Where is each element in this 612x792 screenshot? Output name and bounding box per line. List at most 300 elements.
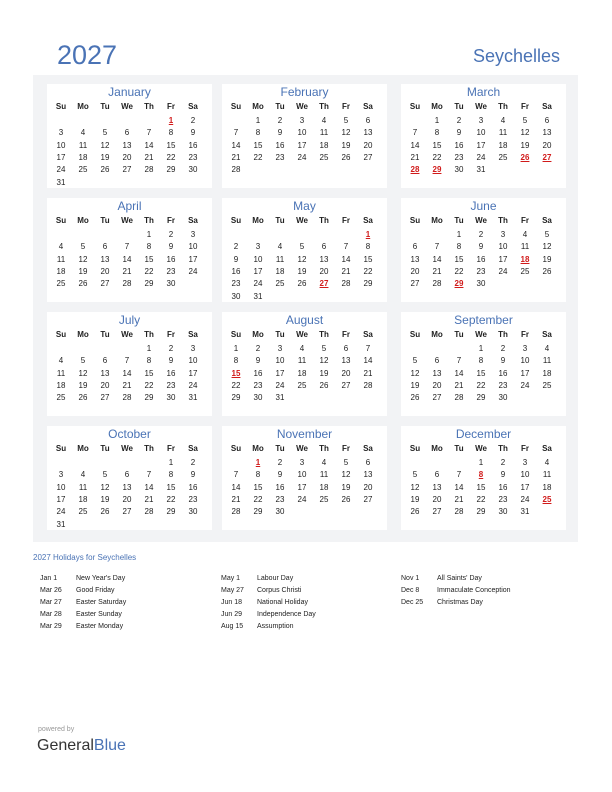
holiday-item — [221, 597, 401, 609]
calendar-date: 29 — [144, 279, 154, 289]
holiday-date: 1 — [255, 458, 261, 467]
holiday-column — [40, 573, 220, 633]
calendar-date: 20 — [363, 140, 373, 150]
month-name: November — [276, 427, 333, 441]
calendar-date: 10 — [520, 470, 530, 480]
calendar-date: 8 — [168, 470, 174, 480]
country-title: Seychelles — [472, 46, 560, 66]
calendar-date: 21 — [363, 368, 373, 378]
calendar-date: 4 — [544, 344, 550, 353]
calendar-date: 7 — [233, 128, 239, 138]
calendar-date: 18 — [275, 266, 285, 276]
calendar-date: 31 — [520, 507, 530, 517]
holiday-item-date: May 1 — [221, 575, 241, 582]
calendar-date: 11 — [275, 254, 285, 264]
calendar-date: 22 — [231, 380, 241, 390]
calendar-date: 7 — [146, 128, 152, 138]
calendar-date: 24 — [188, 266, 198, 276]
calendar-date: 29 — [476, 507, 486, 517]
calendar-date: 20 — [410, 266, 420, 276]
calendar-date: 1 — [478, 344, 484, 353]
weekday-label: Su — [55, 216, 67, 225]
weekday-label: Mo — [77, 216, 89, 225]
calendar-date: 18 — [319, 140, 329, 150]
calendar-date: 23 — [188, 494, 198, 504]
month-name: March — [466, 85, 501, 99]
weekday-label: Su — [230, 444, 242, 453]
weekday-label: Fr — [342, 216, 350, 225]
holiday-item-name: Easter Sunday — [76, 611, 122, 618]
calendar-date: 15 — [253, 482, 263, 492]
holiday-item — [401, 585, 581, 597]
weekday-label: Fr — [342, 444, 350, 453]
weekday-label: Mo — [252, 444, 264, 453]
calendar-date: 4 — [500, 116, 506, 125]
calendar-date: 24 — [297, 494, 307, 504]
calendar-date: 16 — [231, 266, 241, 276]
calendar-date: 28 — [231, 165, 241, 175]
weekday-label: Sa — [363, 216, 373, 225]
month-name: September — [454, 313, 513, 327]
holiday-item-date: Mar 27 — [40, 599, 62, 606]
weekday-label: Mo — [431, 330, 443, 339]
calendar-date: 6 — [544, 116, 550, 125]
weekday-label: Su — [409, 330, 421, 339]
weekday-label: Fr — [342, 102, 350, 111]
calendar-date: 25 — [319, 494, 329, 504]
calendar-date: 22 — [166, 494, 176, 504]
calendar-date: 1 — [146, 344, 152, 353]
calendar-date: 28 — [144, 165, 154, 175]
calendar-date: 27 — [432, 507, 442, 517]
calendar-date: 2 — [500, 458, 506, 467]
weekday-label: Tu — [454, 102, 464, 111]
calendar-date: 29 — [363, 279, 373, 289]
calendar-date: 5 — [412, 356, 418, 366]
weekday-label: Fr — [521, 330, 529, 339]
calendar-date: 23 — [275, 152, 285, 162]
calendar-date: 17 — [520, 368, 530, 378]
calendar-date: 13 — [341, 356, 351, 366]
calendar-date: 2 — [233, 242, 239, 252]
calendar-date: 24 — [56, 507, 66, 517]
holiday-item-date: Dec 8 — [401, 587, 420, 594]
month-may — [222, 198, 387, 302]
weekday-label: Fr — [521, 216, 529, 225]
calendar-date: 1 — [456, 230, 462, 239]
holiday-item-name: National Holiday — [257, 599, 308, 606]
calendar-date: 3 — [58, 470, 64, 480]
calendar-date: 6 — [102, 356, 108, 366]
calendar-date: 4 — [522, 230, 528, 239]
calendar-date: 1 — [168, 458, 174, 467]
calendar-date: 26 — [410, 393, 420, 403]
calendar-date: 12 — [78, 368, 88, 378]
calendar-date: 5 — [544, 230, 550, 239]
month-august — [222, 312, 387, 416]
calendar-date: 11 — [78, 140, 88, 150]
weekday-label: Sa — [188, 102, 198, 111]
calendar-date: 18 — [542, 368, 552, 378]
calendar-date: 24 — [56, 165, 66, 175]
calendar-date: 9 — [233, 254, 239, 264]
calendar-date: 14 — [410, 140, 420, 150]
calendar-date: 3 — [277, 344, 283, 353]
weekday-label: Mo — [252, 102, 264, 111]
calendar-date: 24 — [498, 266, 508, 276]
calendar-date: 4 — [80, 470, 86, 480]
calendar-date: 2 — [190, 458, 196, 467]
weekday-label: We — [296, 330, 308, 339]
calendar-date: 27 — [363, 494, 373, 504]
calendar-date: 12 — [78, 254, 88, 264]
calendar-date: 16 — [498, 368, 508, 378]
calendar-date: 25 — [78, 507, 88, 517]
weekday-label: Th — [144, 330, 154, 339]
calendar-date: 22 — [454, 266, 464, 276]
calendar-date: 15 — [363, 254, 373, 264]
calendar-date: 29 — [476, 393, 486, 403]
calendar-date: 13 — [410, 254, 420, 264]
calendar-date: 12 — [341, 128, 351, 138]
calendar-date: 9 — [255, 356, 261, 366]
calendar-date: 4 — [544, 458, 550, 467]
calendar-date: 15 — [166, 482, 176, 492]
calendar-date: 5 — [343, 116, 349, 125]
calendar-date: 26 — [410, 507, 420, 517]
calendar-date: 17 — [498, 254, 508, 264]
calendar-date: 19 — [78, 380, 88, 390]
holiday-column — [401, 573, 581, 609]
weekday-label: We — [475, 102, 487, 111]
weekday-label: Th — [144, 216, 154, 225]
weekday-label: Tu — [454, 216, 464, 225]
holiday-item-name: Immaculate Conception — [437, 587, 511, 594]
weekday-label: Su — [55, 102, 67, 111]
holiday-item-date: Jan 1 — [40, 575, 58, 582]
calendar-date: 15 — [454, 254, 464, 264]
calendar-date: 28 — [231, 507, 241, 517]
weekday-label: Fr — [167, 444, 175, 453]
weekday-label: We — [121, 216, 133, 225]
calendar-date: 17 — [275, 368, 285, 378]
calendar-date: 19 — [78, 266, 88, 276]
weekday-label: Sa — [542, 330, 552, 339]
calendar-date: 1 — [255, 116, 261, 125]
calendar-date: 16 — [454, 140, 464, 150]
calendar-date: 7 — [365, 344, 371, 353]
calendar-date: 31 — [275, 393, 285, 403]
calendar-date: 16 — [166, 254, 176, 264]
holiday-date: 27 — [319, 279, 329, 289]
weekday-label: Fr — [521, 102, 529, 111]
calendar-date: 9 — [277, 128, 283, 138]
calendar-date: 19 — [520, 140, 530, 150]
weekday-label: Mo — [252, 330, 264, 339]
weekday-label: Su — [55, 444, 67, 453]
calendar-date: 12 — [319, 356, 329, 366]
calendar-date: 30 — [253, 393, 263, 403]
calendar-date: 20 — [122, 494, 132, 504]
holiday-item-date: Aug 15 — [221, 623, 244, 630]
calendar-date: 4 — [321, 458, 327, 467]
calendar-date: 19 — [297, 266, 307, 276]
weekday-label: Fr — [167, 216, 175, 225]
holiday-date: 18 — [520, 254, 530, 264]
calendar-date: 13 — [100, 254, 110, 264]
calendar-date: 24 — [188, 380, 198, 390]
calendar-date: 21 — [410, 152, 420, 162]
month-november — [222, 426, 387, 530]
calendar-date: 4 — [80, 128, 86, 138]
calendar-date: 28 — [432, 279, 442, 289]
calendar-date: 10 — [56, 140, 66, 150]
calendar-date: 17 — [297, 140, 307, 150]
calendar-date: 11 — [78, 482, 88, 492]
calendar-date: 18 — [542, 482, 552, 492]
calendar-date: 15 — [253, 140, 263, 150]
calendar-date: 10 — [297, 128, 307, 138]
calendar-date: 2 — [500, 344, 506, 353]
calendar-date: 12 — [341, 470, 351, 480]
weekday-label: Sa — [188, 216, 198, 225]
calendar-date: 18 — [56, 380, 66, 390]
calendar-date: 10 — [476, 128, 486, 138]
calendar-date: 3 — [500, 230, 506, 239]
weekday-label: Tu — [275, 444, 285, 453]
calendar-date: 3 — [299, 116, 305, 125]
calendar-date: 19 — [100, 494, 110, 504]
calendar-date: 27 — [432, 393, 442, 403]
holiday-item — [221, 585, 401, 597]
weekday-label: Th — [498, 330, 508, 339]
calendar-date: 19 — [542, 254, 552, 264]
calendar-date: 20 — [341, 368, 351, 378]
calendar-date: 3 — [522, 458, 528, 467]
calendar-date: 12 — [410, 482, 420, 492]
weekday-label: Mo — [431, 102, 443, 111]
calendar-date: 30 — [476, 279, 486, 289]
calendar-date: 26 — [542, 266, 552, 276]
calendar-date: 20 — [100, 380, 110, 390]
calendar-date: 7 — [124, 356, 130, 366]
calendar-date: 26 — [297, 279, 307, 289]
weekday-label: Th — [319, 216, 329, 225]
month-name: December — [455, 427, 512, 441]
calendar-date: 22 — [253, 494, 263, 504]
holiday-item — [40, 597, 220, 609]
calendar-date: 5 — [412, 470, 418, 480]
weekday-label: Sa — [542, 444, 552, 453]
month-name: January — [108, 85, 151, 99]
weekday-label: Sa — [363, 330, 373, 339]
calendar-date: 21 — [454, 494, 464, 504]
calendar-date: 29 — [253, 507, 263, 517]
month-june — [401, 198, 566, 302]
calendar-date: 25 — [275, 279, 285, 289]
holiday-item-name: Assumption — [257, 623, 294, 630]
logo-blue: Blue — [93, 737, 126, 754]
calendar-date: 17 — [297, 482, 307, 492]
calendar-date: 8 — [255, 128, 261, 138]
weekday-label: Sa — [542, 102, 552, 111]
calendar-date: 27 — [100, 279, 110, 289]
calendar-date: 24 — [275, 380, 285, 390]
calendar-date: 19 — [319, 368, 329, 378]
weekday-label: Sa — [542, 216, 552, 225]
month-name: July — [118, 313, 141, 327]
calendar-date: 8 — [146, 356, 152, 366]
holiday-date: 28 — [410, 165, 420, 175]
calendar-date: 20 — [100, 266, 110, 276]
calendar-date: 2 — [168, 344, 174, 353]
calendar-date: 2 — [478, 230, 484, 239]
calendar-date: 20 — [542, 140, 552, 150]
calendar-date: 6 — [124, 128, 130, 138]
month-july — [47, 312, 212, 416]
month-name: October — [108, 427, 151, 441]
calendar-date: 13 — [319, 254, 329, 264]
month-name: May — [293, 199, 316, 213]
calendar-date: 14 — [122, 254, 132, 264]
calendar-date: 14 — [454, 482, 464, 492]
calendar-date: 20 — [432, 494, 442, 504]
holiday-date: 1 — [168, 116, 174, 125]
weekday-label: Tu — [275, 102, 285, 111]
calendar-date: 9 — [190, 128, 196, 138]
weekday-label: We — [121, 102, 133, 111]
weekday-label: Mo — [431, 216, 443, 225]
calendar-date: 22 — [432, 152, 442, 162]
holiday-item-name: Corpus Christi — [257, 587, 302, 594]
calendar-date: 1 — [478, 458, 484, 467]
calendar-date: 15 — [144, 254, 154, 264]
calendar-date: 5 — [299, 242, 305, 252]
calendar-date: 21 — [144, 494, 154, 504]
calendar-date: 31 — [476, 165, 486, 175]
calendar-date: 12 — [520, 128, 530, 138]
month-april — [47, 198, 212, 302]
holiday-item-date: Mar 28 — [40, 611, 62, 618]
calendar-date: 17 — [253, 266, 263, 276]
weekday-label: Su — [409, 102, 421, 111]
holiday-item — [401, 573, 581, 585]
calendar-date: 22 — [476, 494, 486, 504]
calendar-date: 14 — [144, 140, 154, 150]
holiday-item-name: Labour Day — [257, 575, 294, 582]
calendar-date: 27 — [122, 165, 132, 175]
holiday-item — [40, 573, 220, 585]
calendar-date: 18 — [297, 368, 307, 378]
calendar-date: 6 — [124, 470, 130, 480]
calendar-date: 5 — [522, 116, 528, 125]
calendar-date: 1 — [146, 230, 152, 239]
calendar-date: 13 — [100, 368, 110, 378]
holiday-item-name: Easter Monday — [76, 623, 124, 630]
holiday-item-date: May 27 — [221, 587, 244, 594]
calendar-date: 19 — [410, 494, 420, 504]
weekday-label: Su — [230, 102, 242, 111]
month-january — [47, 84, 212, 188]
calendar-date: 16 — [188, 140, 198, 150]
calendar-date: 18 — [498, 140, 508, 150]
weekday-label: Fr — [167, 330, 175, 339]
calendar-date: 22 — [476, 380, 486, 390]
holiday-item-date: Jun 18 — [221, 599, 243, 606]
calendar-date: 3 — [190, 230, 196, 239]
holiday-item — [40, 609, 220, 621]
calendar-date: 13 — [363, 470, 373, 480]
month-september — [401, 312, 566, 416]
weekday-label: Mo — [77, 330, 89, 339]
calendar-date: 12 — [410, 368, 420, 378]
calendar-date: 18 — [56, 266, 66, 276]
calendar-date: 7 — [434, 242, 440, 252]
weekday-label: Su — [230, 216, 242, 225]
calendar-date: 14 — [231, 140, 241, 150]
calendar-date: 24 — [476, 152, 486, 162]
calendar-date: 7 — [456, 356, 462, 366]
weekday-label: Fr — [342, 330, 350, 339]
calendar-date: 8 — [233, 356, 239, 366]
calendar-date: 14 — [432, 254, 442, 264]
calendar-date: 13 — [542, 128, 552, 138]
weekday-label: Su — [230, 330, 242, 339]
calendar-date: 4 — [321, 116, 327, 125]
calendar-panel — [33, 75, 578, 542]
calendar-date: 15 — [476, 368, 486, 378]
calendar-date: 29 — [166, 165, 176, 175]
calendar-date: 27 — [410, 279, 420, 289]
calendar-date: 6 — [102, 242, 108, 252]
calendar-date: 26 — [341, 152, 351, 162]
calendar-date: 9 — [500, 356, 506, 366]
calendar-date: 8 — [365, 242, 371, 252]
calendar-date: 15 — [166, 140, 176, 150]
calendar-date: 24 — [297, 152, 307, 162]
holiday-column — [221, 573, 401, 633]
calendar-date: 7 — [412, 128, 418, 138]
generalblue-logo[interactable] — [37, 737, 126, 755]
calendar-date: 11 — [319, 470, 329, 480]
weekday-label: Tu — [100, 444, 110, 453]
calendar-date: 26 — [100, 507, 110, 517]
weekday-label: Mo — [77, 102, 89, 111]
calendar-date: 31 — [56, 519, 66, 529]
weekday-label: Th — [144, 444, 154, 453]
calendar-date: 7 — [124, 242, 130, 252]
month-name: August — [285, 313, 324, 327]
calendar-date: 7 — [456, 470, 462, 480]
holiday-date: 25 — [542, 494, 552, 504]
calendar-date: 15 — [476, 482, 486, 492]
calendar-date: 11 — [498, 128, 508, 138]
calendar-date: 21 — [432, 266, 442, 276]
calendar-date: 12 — [100, 140, 110, 150]
weekday-label: We — [296, 216, 308, 225]
calendar-date: 4 — [58, 356, 64, 366]
calendar-date: 26 — [319, 380, 329, 390]
calendar-date: 5 — [102, 128, 108, 138]
weekday-label: We — [121, 444, 133, 453]
calendar-date: 2 — [190, 116, 196, 125]
holiday-item-name: Christmas Day — [437, 599, 483, 606]
calendar-date: 11 — [520, 242, 530, 252]
calendar-date: 4 — [299, 344, 305, 353]
calendar-date: 8 — [434, 128, 440, 138]
calendar-date: 23 — [476, 266, 486, 276]
calendar-date: 31 — [56, 177, 66, 187]
